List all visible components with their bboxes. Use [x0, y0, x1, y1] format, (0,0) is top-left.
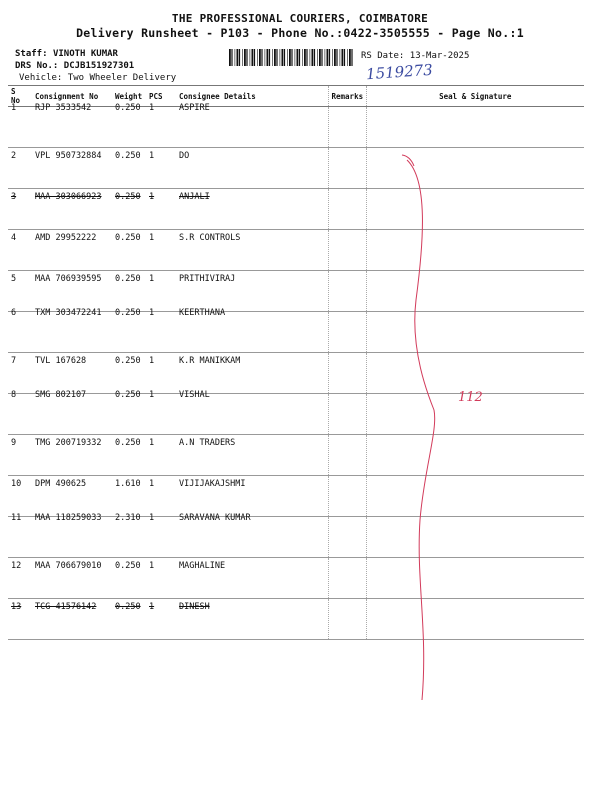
row-sno: 9 [11, 438, 17, 448]
row-pcs: 1 [149, 356, 155, 366]
table-row [8, 107, 584, 148]
vehicle-line [19, 73, 176, 83]
row-sno: 13 [11, 602, 22, 612]
row-remarks-cell [328, 476, 366, 517]
row-consignment-no-cell [32, 599, 112, 640]
row-consignment-no-cell [32, 103, 112, 148]
row-pcs: 1 [149, 274, 155, 284]
drs-value: DCJB151927301 [63, 61, 135, 71]
col-sno: S No [8, 86, 32, 107]
row-remarks-cell [328, 517, 366, 558]
row-remarks-cell [328, 394, 366, 435]
row-consignment-no-cell [32, 308, 112, 353]
rs-date-label: RS Date: [361, 51, 405, 61]
row-consignment-no-cell [32, 271, 112, 312]
row-weight-cell [112, 353, 146, 394]
row-sno: 5 [11, 274, 17, 284]
row-consignment-no: TVL 167628 [35, 356, 87, 366]
row-seal-cell [366, 435, 584, 476]
row-pcs: 1 [149, 192, 155, 202]
row-seal-cell [366, 230, 584, 271]
row-pcs-cell [146, 230, 176, 271]
row-weight: 0.250 [115, 561, 141, 571]
row-weight: 0.250 [115, 151, 141, 161]
row-weight: 0.250 [115, 274, 141, 284]
table-row [8, 148, 584, 189]
row-sno: 2 [11, 151, 17, 161]
row-pcs: 1 [149, 561, 155, 571]
row-consignment-no-cell [32, 353, 112, 394]
row-consignment-no-cell [32, 435, 112, 476]
row-sno: 11 [11, 513, 22, 521]
row-pcs-cell [146, 103, 176, 148]
rs-date-value: 13-Mar-2025 [409, 51, 470, 61]
row-sno-cell [8, 230, 32, 271]
runsheet-rows [8, 103, 584, 640]
row-consignee-cell [176, 189, 328, 230]
row-consignment-no-cell [32, 148, 112, 189]
row-pcs-cell [146, 599, 176, 640]
row-consignee: SARAVANA KUMAR [179, 513, 251, 521]
row-consignment-no-cell [32, 390, 112, 435]
row-remarks-cell [328, 435, 366, 476]
row-pcs-cell [146, 513, 176, 558]
table-row [8, 599, 584, 640]
row-pcs: 1 [149, 103, 155, 111]
row-weight: 0.250 [115, 233, 141, 243]
row-sno-cell [8, 189, 32, 230]
row-seal-cell [366, 148, 584, 189]
row-weight-cell [112, 599, 146, 640]
row-sno-cell [8, 390, 32, 435]
row-consignment-no: MAA 118259033 [35, 513, 102, 521]
row-consignee: VIJIJAKAJSHMI [179, 479, 246, 489]
staff-line [15, 49, 118, 59]
row-pcs-cell [146, 308, 176, 353]
row-pcs: 1 [149, 513, 155, 521]
row-pcs-cell [146, 353, 176, 394]
row-weight: 0.250 [115, 308, 141, 316]
drs-label: DRS No.: [15, 61, 59, 71]
row-weight: 0.250 [115, 192, 141, 202]
col-consignment: Consignment No [32, 86, 112, 107]
row-sno: 12 [11, 561, 22, 571]
row-consignee-cell [176, 308, 328, 353]
row-weight-cell [112, 103, 146, 148]
col-remarks: Remarks [328, 86, 366, 107]
row-pcs: 1 [149, 233, 155, 243]
row-sno-cell [8, 435, 32, 476]
table-row [8, 517, 584, 558]
row-pcs-cell [146, 558, 176, 599]
table-row [8, 230, 584, 271]
row-consignment-no: DPM 490625 [35, 479, 87, 489]
row-weight-cell [112, 230, 146, 271]
row-remarks-cell [328, 558, 366, 599]
row-sno-cell [8, 271, 32, 312]
row-sno: 8 [11, 390, 17, 398]
row-pcs: 1 [149, 438, 155, 448]
row-pcs-cell [146, 148, 176, 189]
row-consignment-no: TXM 303472241 [35, 308, 102, 316]
row-seal-cell [366, 599, 584, 640]
row-weight: 0.250 [115, 390, 141, 398]
row-consignee-cell [176, 148, 328, 189]
row-remarks-cell [328, 107, 366, 148]
row-sno: 7 [11, 356, 17, 366]
row-pcs: 1 [149, 151, 155, 161]
row-consignee: MAGHALINE [179, 561, 226, 571]
rs-date-line [361, 51, 469, 61]
row-consignment-no: MAA 706679010 [35, 561, 102, 571]
row-sno: 1 [11, 103, 17, 111]
row-consignment-no: MAA 706939595 [35, 274, 102, 284]
row-seal-cell [366, 476, 584, 517]
row-consignee-cell [176, 599, 328, 640]
col-weight: Weight [112, 86, 146, 107]
row-consignment-no: VPL 950732884 [35, 151, 102, 161]
row-weight-cell [112, 435, 146, 476]
row-consignee-cell [176, 390, 328, 435]
row-weight-cell [112, 308, 146, 353]
row-seal-cell [366, 353, 584, 394]
table-row [8, 394, 584, 435]
handwritten-number: 1519273 [365, 60, 434, 84]
row-weight: 0.250 [115, 356, 141, 366]
row-seal-cell [366, 558, 584, 599]
row-consignee: ANJALI [179, 192, 210, 202]
row-weight-cell [112, 189, 146, 230]
row-weight-cell [112, 558, 146, 599]
row-seal-cell [366, 517, 584, 558]
row-seal-cell [366, 394, 584, 435]
row-pcs-cell [146, 435, 176, 476]
table-row [8, 189, 584, 230]
row-sno-cell [8, 308, 32, 353]
row-seal-cell [366, 189, 584, 230]
row-weight: 1.610 [115, 479, 141, 489]
vehicle-value: Two Wheeler Delivery [67, 73, 177, 83]
row-consignment-no: SMG 802107 [35, 390, 87, 398]
row-pcs-cell [146, 390, 176, 435]
row-remarks-cell [328, 599, 366, 640]
row-consignment-no-cell [32, 189, 112, 230]
row-weight: 2.310 [115, 513, 141, 521]
handwritten-count: 112 [458, 390, 483, 405]
staff-label: Staff: [15, 49, 48, 59]
row-consignee-cell [176, 103, 328, 148]
row-sno: 4 [11, 233, 17, 243]
row-pcs: 1 [149, 602, 155, 612]
row-weight-cell [112, 148, 146, 189]
row-consignment-no-cell [32, 476, 112, 517]
row-consignee: ASPIRE [179, 103, 210, 111]
row-sno-cell [8, 513, 32, 558]
row-weight: 0.250 [115, 438, 141, 448]
row-sno-cell [8, 103, 32, 148]
row-pcs: 1 [149, 390, 155, 398]
row-sno-cell [8, 558, 32, 599]
table-row [8, 435, 584, 476]
table-row [8, 271, 584, 312]
row-pcs-cell [146, 271, 176, 312]
row-consignee-cell [176, 271, 328, 312]
row-weight: 0.250 [115, 103, 141, 111]
row-seal-cell [366, 312, 584, 353]
row-sno: 10 [11, 479, 22, 489]
row-weight-cell [112, 476, 146, 517]
row-remarks-cell [328, 148, 366, 189]
row-consignment-no-cell [32, 513, 112, 558]
row-consignee: PRITHIVIRAJ [179, 274, 236, 284]
row-remarks-cell [328, 353, 366, 394]
col-seal-signature: Seal & Signature [366, 86, 584, 107]
row-pcs: 1 [149, 308, 155, 316]
row-sno-cell [8, 148, 32, 189]
table-row [8, 476, 584, 517]
row-consignee-cell [176, 476, 328, 517]
row-consignee-cell [176, 230, 328, 271]
row-consignment-no: TMG 200719332 [35, 438, 102, 448]
row-remarks-cell [328, 312, 366, 353]
row-consignee: S.R CONTROLS [179, 233, 241, 243]
row-consignee: VISHAL [179, 390, 210, 398]
row-pcs-cell [146, 189, 176, 230]
row-consignee: DINESH [179, 602, 210, 612]
row-consignment-no: AMD 29952222 [35, 233, 97, 243]
row-seal-cell [366, 107, 584, 148]
barcode-image [229, 49, 354, 66]
row-sno-cell [8, 599, 32, 640]
row-consignee: DO [179, 151, 190, 161]
runsheet-title: Delivery Runsheet - P103 - Phone No.:0422-3505555 - Page No.:1 [76, 26, 524, 40]
vehicle-label: Vehicle: [19, 73, 63, 83]
company-title: THE PROFESSIONAL COURIERS, COIMBATORE [171, 12, 429, 25]
row-sno: 6 [11, 308, 17, 316]
table-row [8, 558, 584, 599]
row-weight-cell [112, 390, 146, 435]
row-weight-cell [112, 513, 146, 558]
row-consignment-no: TCG 41576142 [35, 602, 97, 612]
row-consignee-cell [176, 513, 328, 558]
col-pcs: PCS [146, 86, 176, 107]
row-weight-cell [112, 271, 146, 312]
table-row [8, 312, 584, 353]
row-seal-cell [366, 271, 584, 312]
row-remarks-cell [328, 189, 366, 230]
row-consignee-cell [176, 353, 328, 394]
row-remarks-cell [328, 230, 366, 271]
row-remarks-cell [328, 271, 366, 312]
row-consignment-no: RJP 3533542 [35, 103, 92, 111]
row-consignee-cell [176, 435, 328, 476]
row-pcs: 1 [149, 479, 155, 489]
row-consignee: K.R MANIKKAM [179, 356, 241, 366]
col-consignee: Consignee Details [176, 86, 328, 107]
row-consignee: KEERTHANA [179, 308, 226, 316]
drs-line [15, 61, 134, 71]
staff-value: VINOTH KUMAR [52, 49, 118, 59]
row-weight: 0.250 [115, 602, 141, 612]
runsheet-table [8, 85, 584, 640]
table-row [8, 353, 584, 394]
row-sno-cell [8, 476, 32, 517]
row-sno: 3 [11, 192, 17, 202]
row-consignment-no: MAA 303066923 [35, 192, 102, 202]
row-consignment-no-cell [32, 558, 112, 599]
row-consignment-no-cell [32, 230, 112, 271]
row-sno-cell [8, 353, 32, 394]
row-consignee-cell [176, 558, 328, 599]
row-pcs-cell [146, 476, 176, 517]
row-consignee: A.N TRADERS [179, 438, 236, 448]
